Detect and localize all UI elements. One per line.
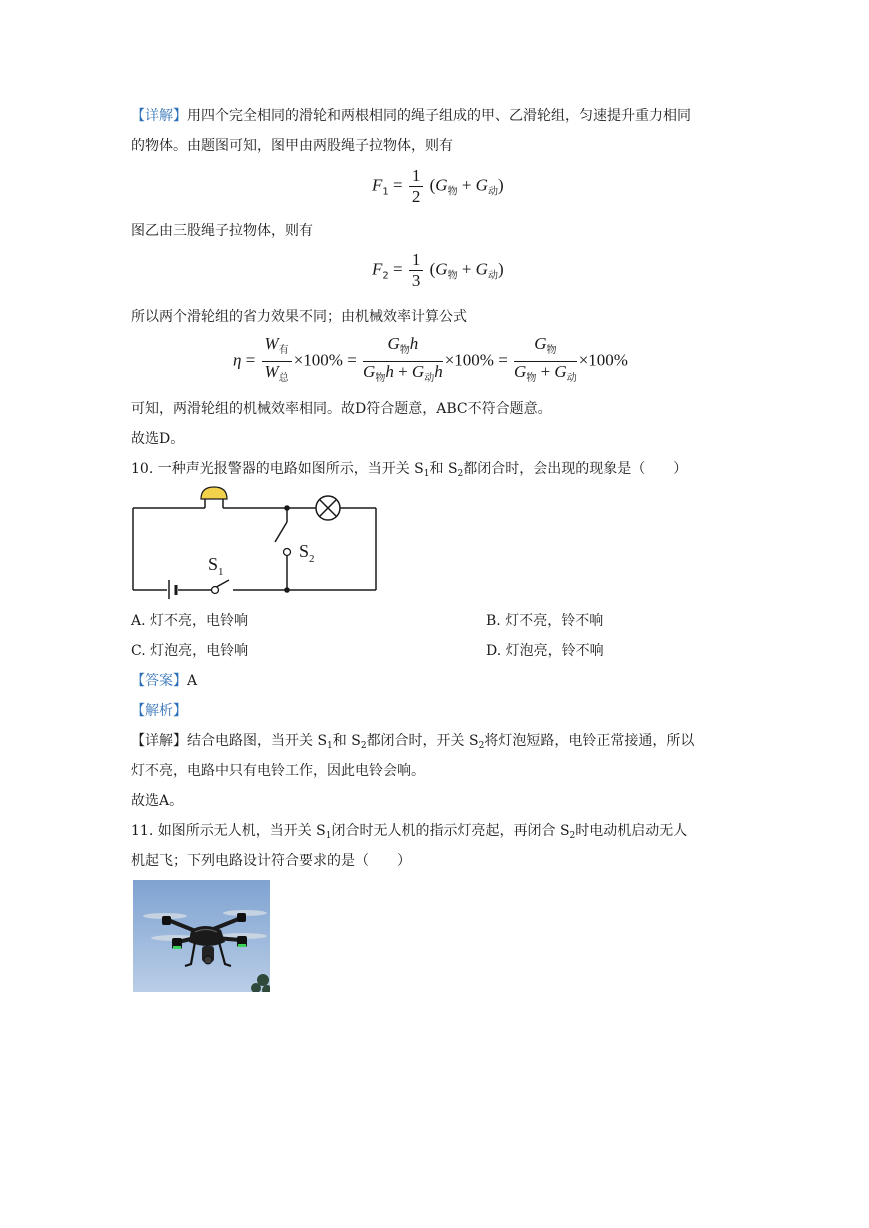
eq3-g-d: G xyxy=(534,334,547,353)
eq3-h-a: h xyxy=(409,334,419,353)
eq1-g2: G xyxy=(475,175,488,195)
q11-stem-line-1 xyxy=(131,821,687,846)
eq3-pct-1: ×100% xyxy=(293,350,343,370)
bell-icon xyxy=(201,487,227,499)
q10-conclusion: 故选A。 xyxy=(131,793,184,809)
answer-line xyxy=(131,671,197,691)
q10-text-c: 都闭合时，会出现的现象是（ ） xyxy=(463,461,688,477)
eq3-g-e: G xyxy=(514,362,527,381)
option-d: D. 灯泡亮，铃不响 xyxy=(486,643,604,659)
q11-text-a: 11. 如图所示无人机，当开关 S xyxy=(131,823,326,839)
analysis-label: 【解析】 xyxy=(131,703,187,719)
eq1-lhs-sub: 1 xyxy=(382,186,389,198)
eq3-frac-w xyxy=(262,334,292,389)
eq3-g-a: G xyxy=(387,334,400,353)
label-s1: $S_1$ xyxy=(208,554,224,578)
eq2-den: 3 xyxy=(411,271,421,290)
motor-rb xyxy=(237,913,246,922)
eq3-w-den: W xyxy=(264,362,279,381)
eq2-g1: G xyxy=(435,259,448,279)
q10-detail-label: 【详解】 xyxy=(131,733,187,749)
q10-stem xyxy=(131,459,687,484)
eq2-g2: G xyxy=(475,259,488,279)
eq2-lhs-sub: 2 xyxy=(382,270,389,282)
switch-s2-contact xyxy=(284,549,291,556)
eq1-fraction xyxy=(409,166,424,207)
equation-f1: $F_1$ = $\frac{1}{2}$ $(G_物 + G_动)$ xyxy=(372,166,504,206)
eq3-g-c-sub: 动 xyxy=(424,373,435,384)
explain-line-5: 可知，两滑轮组的机械效率相同。故D符合题意，ABC不符合题意。 xyxy=(131,401,552,417)
eq3-g-c: G xyxy=(411,362,425,381)
motor-lb xyxy=(162,916,171,925)
explain-line-1 xyxy=(131,106,691,126)
led-lf xyxy=(173,946,181,949)
eq1-g2-sub: 动 xyxy=(487,186,498,198)
q11-s2-sub: 2 xyxy=(569,831,576,841)
eq3-w-num: W xyxy=(264,334,279,353)
eq3-g-b: G xyxy=(363,362,376,381)
explain-line-6: 故选D。 xyxy=(131,431,185,447)
q10-detail-c: 都闭合时，开关 S xyxy=(366,733,479,749)
eq2-fraction xyxy=(409,250,424,291)
q10-detail-s2-sub: 2 xyxy=(360,741,367,751)
q11-s1-sub: 1 xyxy=(325,831,332,841)
eq3-g-f-sub: 动 xyxy=(566,373,577,384)
eq1-lhs: F xyxy=(372,175,383,195)
equation-efficiency: η = $\frac{W_有}{W_总}$ ×100% = $\frac{G_物h}{G_物h + G_动h}$ ×100% = $\frac{G_物}{G_物 + G_动}$ ×100% xyxy=(233,334,628,389)
q10-detail-a: 结合电路图，当开关 S xyxy=(187,733,328,749)
eq3-frac-gh: $\frac{G_物h}{G_物h + G_动h}$ xyxy=(363,334,443,384)
eq2-g1-sub: 物 xyxy=(447,270,458,282)
eq1-den: 2 xyxy=(411,187,421,206)
equation-f2: $F_2$ = $\frac{1}{3}$ $(G_物 + G_动)$ xyxy=(372,250,504,290)
answer-value: A xyxy=(187,673,198,689)
answer-label: 【答案】 xyxy=(131,673,187,689)
q11-text-c: 时电动机启动无人 xyxy=(575,823,688,839)
q10-detail-line-1 xyxy=(131,731,694,756)
q11-text-b: 闭合时无人机的指示灯亮起，再闭合 S xyxy=(331,823,570,839)
q11-stem-line-2: 机起飞；下列电路设计符合要求的是（ ） xyxy=(131,853,411,869)
eq3-w-num-sub: 有 xyxy=(278,345,289,356)
q10-detail-line-2: 灯不亮，电路中只有电铃工作，因此电铃会响。 xyxy=(131,763,425,779)
junction-top xyxy=(284,505,290,511)
eq1-g1-sub: 物 xyxy=(447,186,458,198)
eq3-w-den-sub: 总 xyxy=(278,373,289,384)
label-s2: $S_2$ xyxy=(299,541,315,565)
explain-line-2: 的物体。由题图可知，图甲由两股绳子拉物体，则有 xyxy=(131,138,453,154)
eq1-num: 1 xyxy=(409,166,424,187)
eq3-g-a-sub: 物 xyxy=(399,345,410,356)
led-rf xyxy=(238,944,246,947)
q10-text-b: 和 S xyxy=(429,461,458,477)
explain-line-3: 图乙由三股绳子拉物体，则有 xyxy=(131,223,313,239)
eq3-g-e-sub: 物 xyxy=(526,373,537,384)
switch-s2-blade xyxy=(275,522,287,542)
eq1-g1: G xyxy=(435,175,448,195)
option-c: C. 灯泡亮，电铃响 xyxy=(131,643,249,659)
q10-detail-s1-sub: 1 xyxy=(327,741,333,751)
eq3-pct-2: ×100% xyxy=(444,350,494,370)
drone-photo xyxy=(133,880,270,992)
eq3-eta: η xyxy=(233,350,242,370)
eq2-num: 1 xyxy=(409,250,424,271)
circuit-diagram xyxy=(125,484,385,599)
junction-bottom xyxy=(284,587,290,593)
q10-detail-s2-sub-b: 2 xyxy=(478,741,485,751)
q10-text-a: 10. 一种声光报警器的电路如图所示，当开关 S xyxy=(131,461,424,477)
option-b: B. 灯不亮，铃不响 xyxy=(486,613,604,629)
option-a: A. 灯不亮，电铃响 xyxy=(131,613,249,629)
q10-s2-sub: 2 xyxy=(457,469,464,479)
q10-detail-b: 和 S xyxy=(332,733,361,749)
q10-detail-d: 将灯泡短路，电铃正常接通，所以 xyxy=(484,733,695,749)
eq3-h-b: h xyxy=(385,362,394,381)
lamp-icon xyxy=(316,496,340,520)
eq3-g-f: G xyxy=(554,362,567,381)
explain-line-4: 所以两个滑轮组的省力效果不同；由机械效率计算公式 xyxy=(131,309,467,325)
eq3-g-b-sub: 物 xyxy=(375,373,386,384)
eq3-g-d-sub: 物 xyxy=(546,345,557,356)
eq3-h-c: h xyxy=(434,362,443,381)
explain-text-1: 用四个完全相同的滑轮和两根相同的绳子组成的甲、乙滑轮组，匀速提升重力相同 xyxy=(187,108,691,124)
eq2-g2-sub: 动 xyxy=(487,270,498,282)
camera-lens xyxy=(204,956,212,964)
detail-label: 【详解】 xyxy=(131,108,187,124)
eq3-frac-g: $\frac{G_物}{G_物 + G_动}$ xyxy=(514,334,577,384)
eq3-pct-3: ×100% xyxy=(578,350,628,370)
q10-s1-sub: 1 xyxy=(423,469,430,479)
switch-s1-contact xyxy=(212,587,219,594)
eq2-lhs: F xyxy=(372,259,383,279)
